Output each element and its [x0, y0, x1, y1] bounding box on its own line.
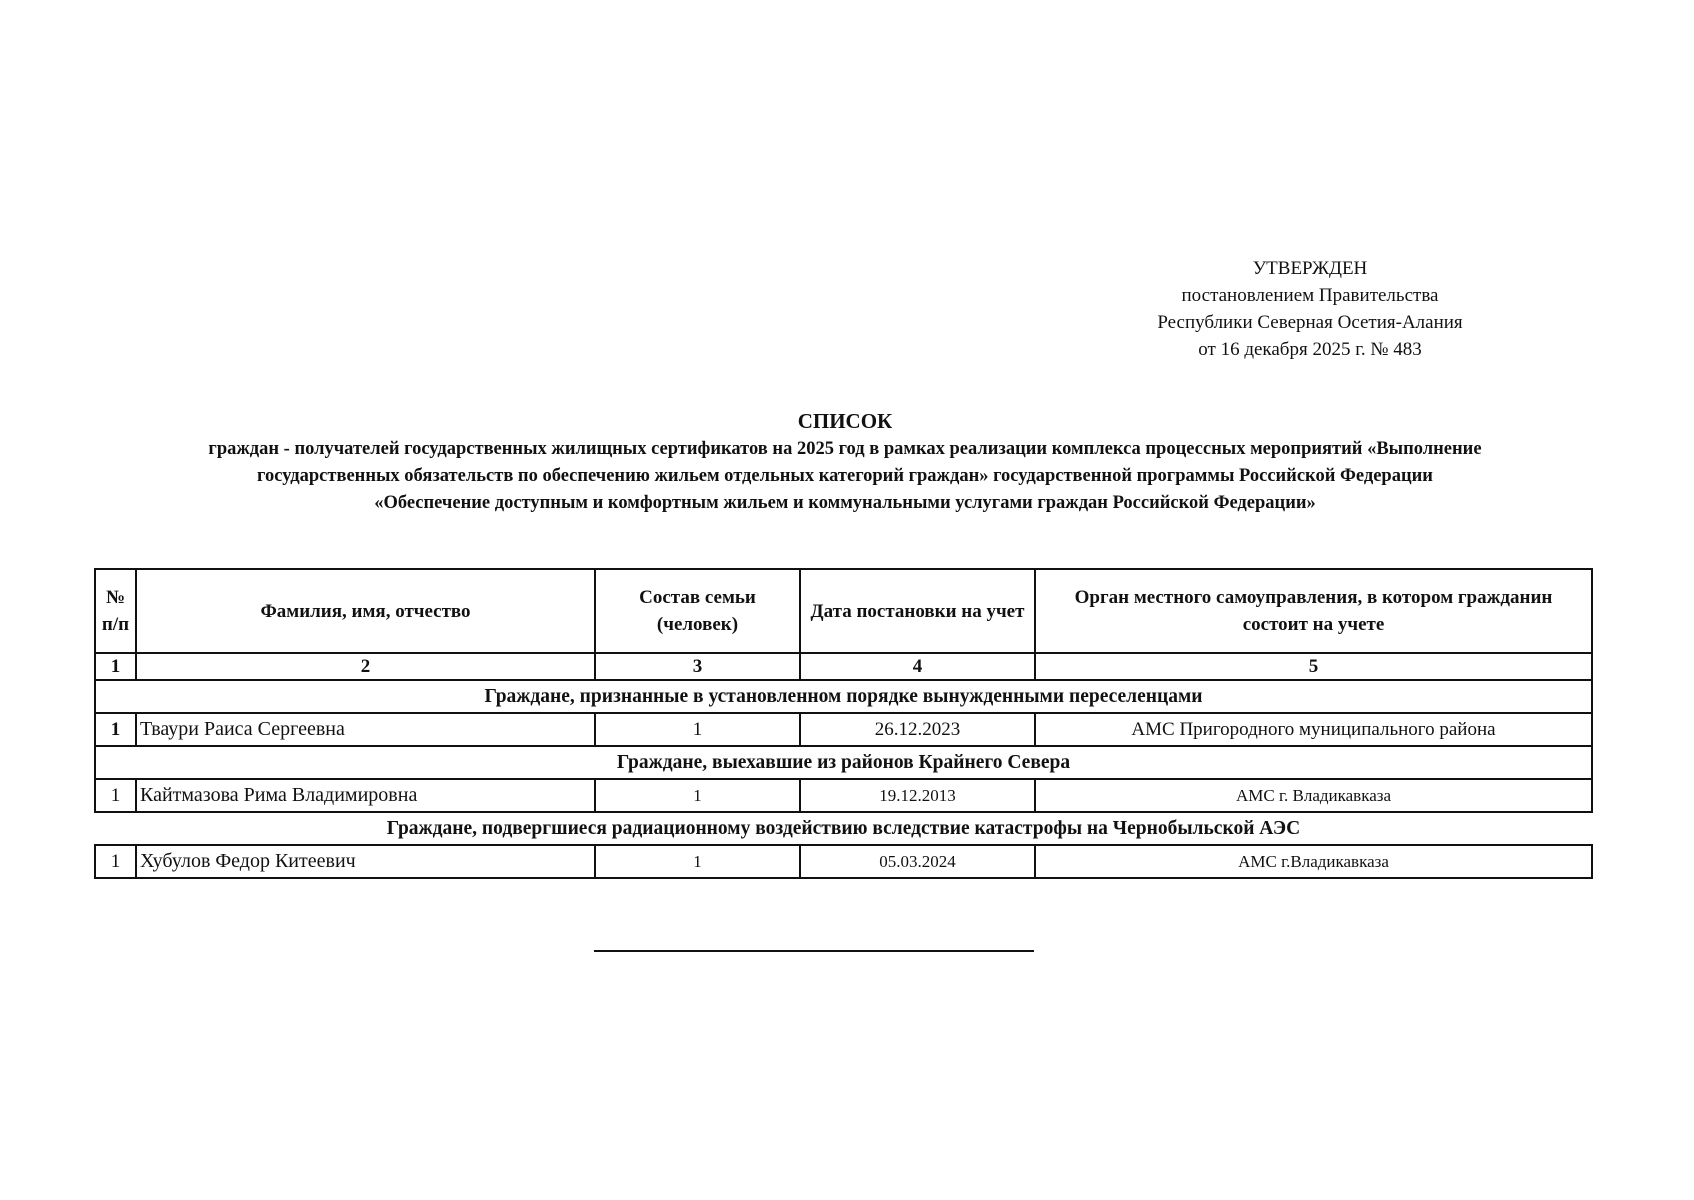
- header-date: Дата постановки на учет: [800, 569, 1035, 653]
- header-num: № п/п: [95, 569, 136, 653]
- cell-family: 1: [595, 779, 800, 812]
- cell-family: 1: [595, 845, 800, 878]
- table-header-row: [95, 569, 1592, 653]
- table-row: [95, 845, 1592, 878]
- section-row: [95, 812, 1592, 845]
- approval-line-republic: Республики Северная Осетия-Алания: [1157, 312, 1463, 333]
- title-heading: СПИСОК: [797, 409, 893, 433]
- section-row: [95, 680, 1592, 713]
- title-line-2: государственных обязательств по обеспечению жильем отдельных категорий граждан» государственной программы Российской Федерации: [257, 466, 1433, 486]
- column-number: 3: [595, 653, 800, 680]
- column-numbers-row: [95, 653, 1592, 680]
- cell-name: Тваури Раиса Сергеевна: [136, 713, 595, 746]
- cell-num: 1: [95, 713, 136, 746]
- document-title: [90, 406, 1600, 517]
- cell-date: 26.12.2023: [800, 713, 1035, 746]
- approval-line-date-number: от 16 декабря 2025 г. № 483: [1198, 339, 1422, 360]
- header-authority: Орган местного самоуправления, в котором гражданин состоит на учете: [1035, 569, 1592, 653]
- cell-num: 1: [95, 779, 136, 812]
- column-number: 2: [136, 653, 595, 680]
- cell-authority: АМС г. Владикавказа: [1035, 779, 1592, 812]
- section-row: [95, 746, 1592, 779]
- cell-date: 05.03.2024: [800, 845, 1035, 878]
- table-row: [95, 779, 1592, 812]
- header-name: Фамилия, имя, отчество: [136, 569, 595, 653]
- approval-block: [1110, 255, 1510, 363]
- cell-name: Хубулов Федор Китеевич: [136, 845, 595, 878]
- column-number: 4: [800, 653, 1035, 680]
- title-line-3: «Обеспечение доступным и комфортным жильем и коммунальными услугами граждан Российской Федерации»: [374, 493, 1316, 513]
- recipients-table: [94, 568, 1593, 879]
- cell-name: Кайтмазова Рима Владимировна: [136, 779, 595, 812]
- section-title: Граждане, выехавшие из районов Крайнего Севера: [95, 746, 1592, 779]
- closing-divider-line: [594, 950, 1034, 952]
- cell-family: 1: [595, 713, 800, 746]
- column-number: 1: [95, 653, 136, 680]
- section-title: Граждане, признанные в установленном порядке вынужденными переселенцами: [95, 680, 1592, 713]
- approval-line-resolution: постановлением Правительства: [1181, 285, 1439, 306]
- cell-authority: АМС Пригородного муниципального района: [1035, 713, 1592, 746]
- cell-authority: АМС г.Владикавказа: [1035, 845, 1592, 878]
- approval-line-approved: УТВЕРЖДЕН: [1252, 258, 1368, 279]
- title-line-1: граждан - получателей государственных жилищных сертификатов на 2025 год в рамках реализации комплекса процессных мероприятий «Выполнение: [208, 439, 1482, 459]
- cell-date: 19.12.2013: [800, 779, 1035, 812]
- column-number: 5: [1035, 653, 1592, 680]
- table-row: [95, 713, 1592, 746]
- section-title: Граждане, подвергшиеся радиационному воздействию вследствие катастрофы на Чернобыльской АЭС: [95, 812, 1592, 845]
- header-family: Состав семьи (человек): [595, 569, 800, 653]
- cell-num: 1: [95, 845, 136, 878]
